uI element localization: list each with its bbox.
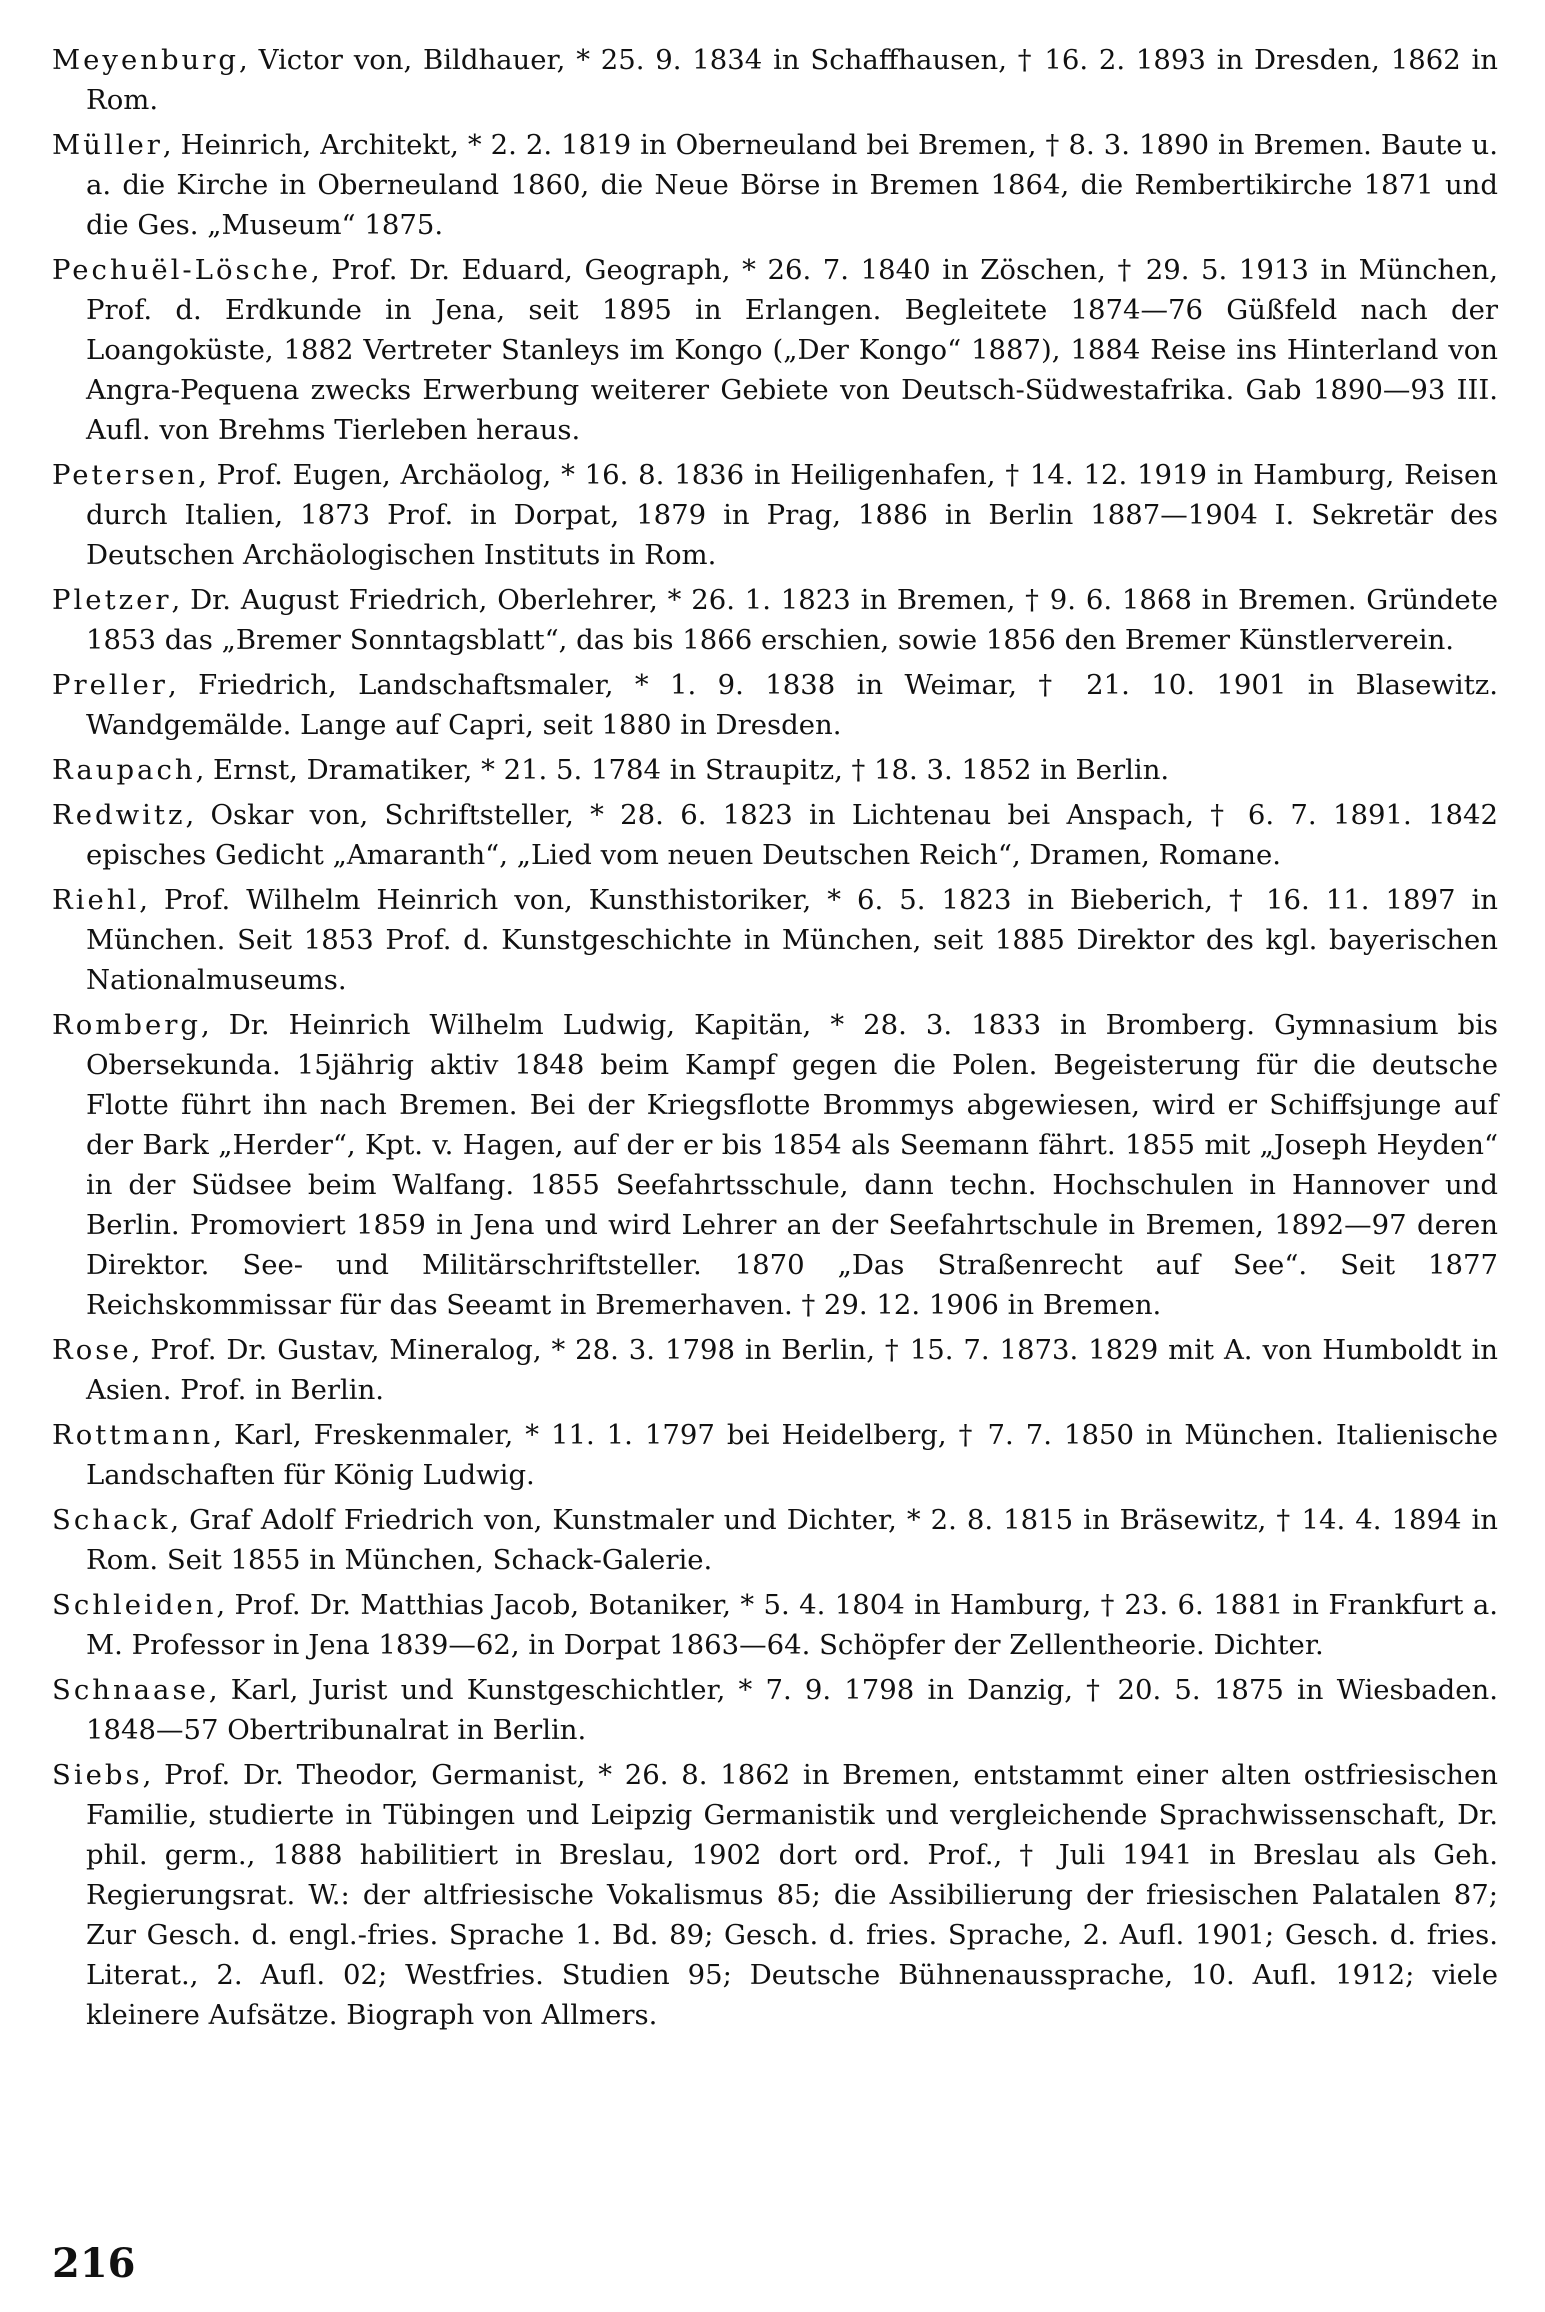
entry-redwitz — [52, 795, 1498, 875]
entry-name: Rottmann — [52, 1419, 214, 1451]
entry-text: , Prof. Dr. Gustav, Mineralog, * 28. 3. 1798 in Berlin, † 15. 7. 1873. 1829 mit A. von Humboldt in Asien. Prof. in Berlin. — [86, 1334, 1498, 1406]
entry-riehl — [52, 880, 1498, 1000]
entry-schack — [52, 1500, 1498, 1580]
entry-text: , Graf Adolf Friedrich von, Kunstmaler und Dichter, * 2. 8. 1815 in Bräsewitz, † 14. 4. 1894 in Rom. Seit 1855 in München, Schack-Galerie. — [86, 1504, 1498, 1576]
entry-text: , Friedrich, Landschaftsmaler, * 1. 9. 1838 in Weimar, † 21. 10. 1901 in Blasewitz. Wandgemälde. Lange auf Capri, seit 1880 in Dresden. — [86, 669, 1498, 741]
entry-name: Siebs — [52, 1759, 143, 1791]
entry-pletzer — [52, 580, 1498, 660]
entry-text: , Karl, Jurist und Kunstgeschichtler, * 7. 9. 1798 in Danzig, † 20. 5. 1875 in Wiesbaden. 1848—57 Obertribunalrat in Berlin. — [86, 1674, 1498, 1746]
entry-raupach — [52, 750, 1498, 790]
entry-text: , Prof. Eugen, Archäolog, * 16. 8. 1836 in Heiligenhafen, † 14. 12. 1919 in Hamburg, Reisen durch Italien, 1873 Prof. in Dorpat, 1879 in Prag, 1886 in Berlin 1887—1904 I. Sekretär des Deutschen Archäologischen Instituts in Rom. — [86, 459, 1498, 571]
entry-pechuel-loesche — [52, 250, 1498, 450]
entry-text: , Heinrich, Architekt, * 2. 2. 1819 in Oberneuland bei Bremen, † 8. 3. 1890 in Bremen. Baute u. a. die Kirche in Oberneuland 1860, die Neue Börse in Bremen 1864, die Rembertikirche 1871 und die Ges. „Museum“ 1875. — [86, 129, 1498, 241]
entry-text: , Dr. Heinrich Wilhelm Ludwig, Kapitän, * 28. 3. 1833 in Bromberg. Gymnasium bis Obersekunda. 15jährig aktiv 1848 beim Kampf gegen die Polen. Begeisterung für die deutsche Flotte führt ihn nach Bremen. Bei der Kriegsflotte Brommys abgewiesen, wird er Schiffsjunge auf der Bark „Herder“, Kpt. v. Hagen, auf der er bis 1854 als Seemann fährt. 1855 mit „Joseph Heyden“ in der Südsee beim Walfang. 1855 Seefahrtsschule, dann techn. Hochschulen in Hannover und Berlin. Promoviert 1859 in Jena und wird Lehrer an der Seefahrtschule in Bremen, 1892—97 deren Direktor. See- und Militärschriftsteller. 1870 „Das Straßenrecht auf See“. Seit 1877 Reichskommissar für das Seeamt in Bremerhaven. † 29. 12. 1906 in Bremen. — [86, 1009, 1498, 1321]
entry-name: Romberg — [52, 1009, 201, 1041]
entry-name: Schleiden — [52, 1589, 217, 1621]
entry-rottmann — [52, 1415, 1498, 1495]
entry-petersen — [52, 455, 1498, 575]
entry-text: , Dr. August Friedrich, Oberlehrer, * 26. 1. 1823 in Bremen, † 9. 6. 1868 in Bremen. Gründete 1853 das „Bremer Sonntagsblatt“, das bis 1866 erschien, sowie 1856 den Bremer Künstlerverein. — [86, 584, 1498, 656]
entry-text: , Victor von, Bildhauer, * 25. 9. 1834 in Schaffhausen, † 16. 2. 1893 in Dresden, 1862 in Rom. — [86, 44, 1498, 116]
entry-preller — [52, 665, 1498, 745]
entry-name: Petersen — [52, 459, 199, 491]
entry-name: Raupach — [52, 754, 196, 786]
entry-rose — [52, 1330, 1498, 1410]
entry-text: , Prof. Dr. Matthias Jacob, Botaniker, * 5. 4. 1804 in Hamburg, † 23. 6. 1881 in Frankfurt a. M. Professor in Jena 1839—62, in Dorpat 1863—64. Schöpfer der Zellentheorie. Dichter. — [86, 1589, 1498, 1661]
entry-schnaase — [52, 1670, 1498, 1750]
entry-name: Pechuël-Lösche — [52, 254, 312, 286]
entry-name: Pletzer — [52, 584, 172, 616]
entry-text: , Prof. Dr. Eduard, Geograph, * 26. 7. 1840 in Zöschen, † 29. 5. 1913 in München, Prof. d. Erdkunde in Jena, seit 1895 in Erlangen. Begleitete 1874—76 Güßfeld nach der Loangoküste, 1882 Vertreter Stanleys im Kongo („Der Kongo“ 1887), 1884 Reise ins Hinterland von Angra-Pequena zwecks Erwerbung weiterer Gebiete von Deutsch-Südwestafrika. Gab 1890—93 III. Aufl. von Brehms Tierleben heraus. — [86, 254, 1498, 446]
entry-text: , Prof. Dr. Theodor, Germanist, * 26. 8. 1862 in Bremen, entstammt einer alten ostfriesischen Familie, studierte in Tübingen und Leipzig Germanistik und vergleichende Sprachwissenschaft, Dr. phil. germ., 1888 habilitiert in Breslau, 1902 dort ord. Prof., † Juli 1941 in Breslau als Geh. Regierungsrat. W.: der altfriesische Vokalismus 85; die Assibilierung der friesischen Palatalen 87; Zur Gesch. d. engl.-fries. Sprache 1. Bd. 89; Gesch. d. fries. Sprache, 2. Aufl. 1901; Gesch. d. fries. Literat., 2. Aufl. 02; Westfries. Studien 95; Deutsche Bühnenaussprache, 10. Aufl. 1912; viele kleinere Aufsätze. Biograph von Allmers. — [86, 1759, 1498, 2031]
page-body — [52, 40, 1498, 2040]
entry-mueller — [52, 125, 1498, 245]
entry-name: Riehl — [52, 884, 140, 916]
entry-name: Meyenburg — [52, 44, 240, 76]
entry-siebs — [52, 1755, 1498, 2035]
entry-text: , Karl, Freskenmaler, * 11. 1. 1797 bei Heidelberg, † 7. 7. 1850 in München. Italienische Landschaften für König Ludwig. — [86, 1419, 1498, 1491]
entry-text: , Ernst, Dramatiker, * 21. 5. 1784 in Straupitz, † 18. 3. 1852 in Berlin. — [195, 754, 1170, 786]
entry-name: Müller — [52, 129, 163, 161]
entry-romberg — [52, 1005, 1498, 1325]
entry-name: Preller — [52, 669, 168, 701]
entry-name: Schack — [52, 1504, 171, 1536]
entry-name: Redwitz — [52, 799, 186, 831]
page-number: 216 — [52, 2240, 136, 2287]
entry-schleiden — [52, 1585, 1498, 1665]
entry-name: Rose — [52, 1334, 132, 1366]
entry-text: , Oskar von, Schriftsteller, * 28. 6. 1823 in Lichtenau bei Anspach, † 6. 7. 1891. 1842 episches Gedicht „Amaranth“, „Lied vom neuen Deutschen Reich“, Dramen, Romane. — [86, 799, 1498, 871]
entry-text: , Prof. Wilhelm Heinrich von, Kunsthistoriker, * 6. 5. 1823 in Bieberich, † 16. 11. 1897 in München. Seit 1853 Prof. d. Kunstgeschichte in München, seit 1885 Direktor des kgl. bayerischen Nationalmuseums. — [86, 884, 1498, 996]
entry-meyenburg — [52, 40, 1498, 120]
entry-name: Schnaase — [52, 1674, 209, 1706]
